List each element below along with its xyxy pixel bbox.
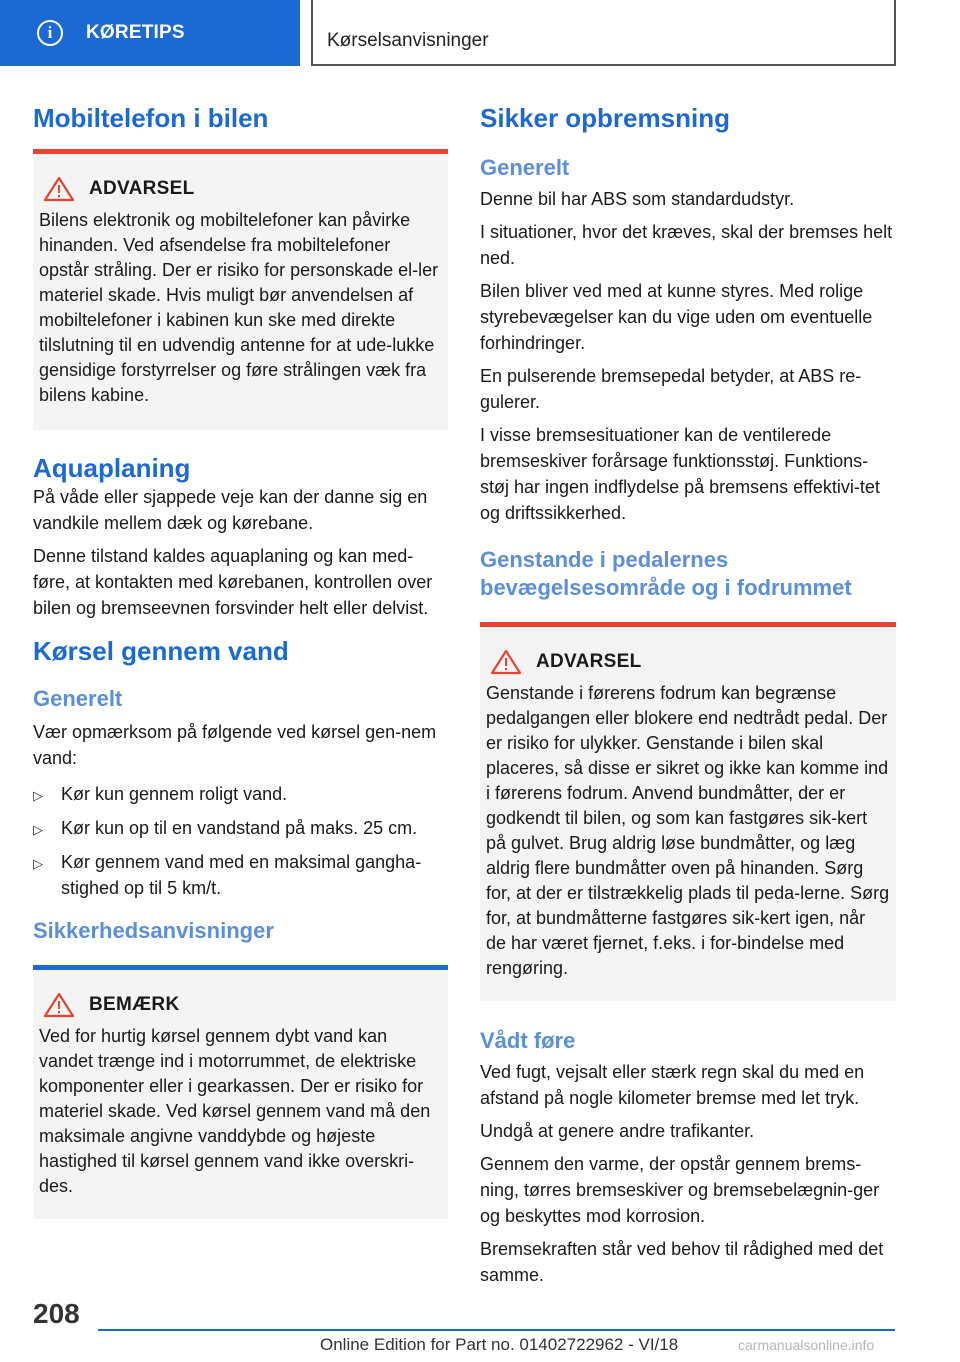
wet-paragraph-1: Ved fugt, vejsalt eller stærk regn skal du med en afstand på nogle kilometer bremse med let tryk.	[480, 1062, 865, 1108]
list-item-text: Kør kun op til en vandstand på maks. 25 cm.	[61, 818, 418, 838]
heading-mobile: Mobiltelefon i bilen	[33, 103, 269, 133]
heading-wet: Vådt føre	[480, 1028, 576, 1053]
heading-aquaplaning: Aquaplaning	[33, 453, 191, 483]
section-tab	[0, 0, 300, 66]
heading-general: Generelt	[480, 155, 570, 180]
wet-paragraph-2: Undgå at genere andre trafikanter.	[480, 1121, 755, 1141]
section-label: KØRETIPS	[86, 22, 185, 43]
info-icon: i	[37, 20, 63, 46]
warning-text: Genstande i førerens fodrum kan begrænse pedalgangen eller blokere end nedtrådt pedal. Der er risiko for ulykker. Genstande i bilen skal placeres, så disse er sikret og ikke kan komme ind i førerens fodrum. Anvend bundmåtter, der er godkendt til bilen, og som kan fastgøres sik-kert på gulvet. Brug aldrig løse bundmåtter, og læg aldrig flere bundmåtter oven på hinanden. Sørg for, at der er tilstrækkelig plads til peda-lerne. Sørg for, at bundmåtterne fastgøres sik-kert igen, når de har været fjernet, f.eks. i for-bindelse med rengøring.	[486, 683, 890, 978]
wet-paragraph-3: Gennem den varme, der opstår gennem brems-ning, tørres bremseskiver og bremsebelægnin-ger og beskyttes mod korrosion.	[480, 1154, 880, 1226]
warning-triangle-icon	[43, 992, 75, 1018]
list-item	[33, 781, 448, 809]
watermark: carmanualsonline.info	[738, 1337, 875, 1353]
footer-rule	[98, 1329, 895, 1331]
bullet-list	[33, 781, 448, 901]
list-item-text: Kør gennem vand med en maksimal gangha-stighed op til 5 km/t.	[61, 852, 422, 898]
list-item-text: Kør kun gennem roligt vand.	[61, 784, 288, 804]
note-title: BEMÆRK	[89, 994, 180, 1015]
bullet-triangle-icon: ▷	[33, 856, 43, 871]
note-header	[39, 990, 442, 1020]
warning-header	[39, 174, 442, 204]
wet-paragraph-4: Bremsekraften står ved behov til rådighed med det samme.	[480, 1239, 884, 1285]
bullet-triangle-icon: ▷	[33, 788, 43, 803]
aqua-paragraph-2: Denne tilstand kaldes aquaplaning og kan med-føre, at kontakten med kørebanen, kontrollen over bilen og bremseevnen forsvinder helt eller delvist.	[33, 546, 433, 618]
heading-safety: Sikkerhedsanvisninger	[33, 918, 274, 943]
brake-paragraph-4: En pulserende bremsepedal betyder, at ABS re-gulerer.	[480, 366, 862, 412]
chapter-title-box	[311, 0, 896, 66]
warning-text: Bilens elektronik og mobiltelefoner kan påvirke hinanden. Ved afsendelse fra mobiltelefoner opstår stråling. Der er risiko for personskade el-ler materiel skade. Hvis muligt bør anvendelsen af mobiltelefoner i kabinen kun ske med direkte tilslutning til en udvendig antenne for at ude-lukke gensidige forstyrrelser og føre strålingen væk fra bilens kabine.	[39, 210, 439, 405]
list-item	[33, 849, 448, 901]
chapter-title: Kørselsanvisninger	[327, 30, 489, 51]
note-text: Ved for hurtig kørsel gennem dybt vand kan vandet trænge ind i motorrummet, de elektriske komponenter eller i gearkassen. Der er risiko for materiel skade. Ved kørsel gennem vand må den maksimale angivne vanddybde og højeste hastighed til kørsel gennem vand ikke overskri-des.	[39, 1026, 431, 1196]
warning-title: ADVARSEL	[89, 178, 195, 199]
heading-water: Kørsel gennem vand	[33, 636, 289, 666]
warning-box-mobile	[33, 149, 448, 430]
aqua-paragraph-1: På våde eller sjappede veje kan der danne sig en vandkile mellem dæk og kørebane.	[33, 487, 428, 533]
list-item	[33, 815, 448, 843]
heading-objects: Genstande i pedalernes bevægelsesområde og i fodrummet	[480, 547, 852, 600]
warning-title: ADVARSEL	[536, 651, 642, 672]
left-column	[33, 96, 448, 1219]
edition-text: Online Edition for Part no. 01402722962 - VI/18	[320, 1335, 679, 1354]
warning-header	[486, 647, 890, 677]
page-number: 208	[33, 1298, 80, 1329]
heading-brake: Sikker opbremsning	[480, 103, 730, 133]
water-paragraph: Vær opmærksom på følgende ved kørsel gen-nem vand:	[33, 722, 437, 768]
brake-paragraph-3: Bilen bliver ved med at kunne styres. Med rolige styrebevægelser kan du vige uden om eventuelle forhindringer.	[480, 281, 873, 353]
page-header	[0, 0, 960, 66]
brake-paragraph-5: I visse bremsesituationer kan de ventilerede bremseskiver forårsage funktionsstøj. Funktions-støj har ingen indflydelse på bremsens effektivi-tet og driftssikkerhed.	[480, 425, 880, 523]
note-box	[33, 965, 448, 1219]
warning-box-objects	[480, 622, 896, 1001]
warning-triangle-icon	[43, 176, 75, 202]
brake-paragraph-2: I situationer, hvor det kræves, skal der bremses helt ned.	[480, 222, 893, 268]
right-column	[480, 96, 896, 1295]
brake-paragraph-1: Denne bil har ABS som standardudstyr.	[480, 189, 795, 209]
heading-general: Generelt	[33, 686, 123, 711]
bullet-triangle-icon: ▷	[33, 822, 43, 837]
warning-triangle-icon	[490, 649, 522, 675]
